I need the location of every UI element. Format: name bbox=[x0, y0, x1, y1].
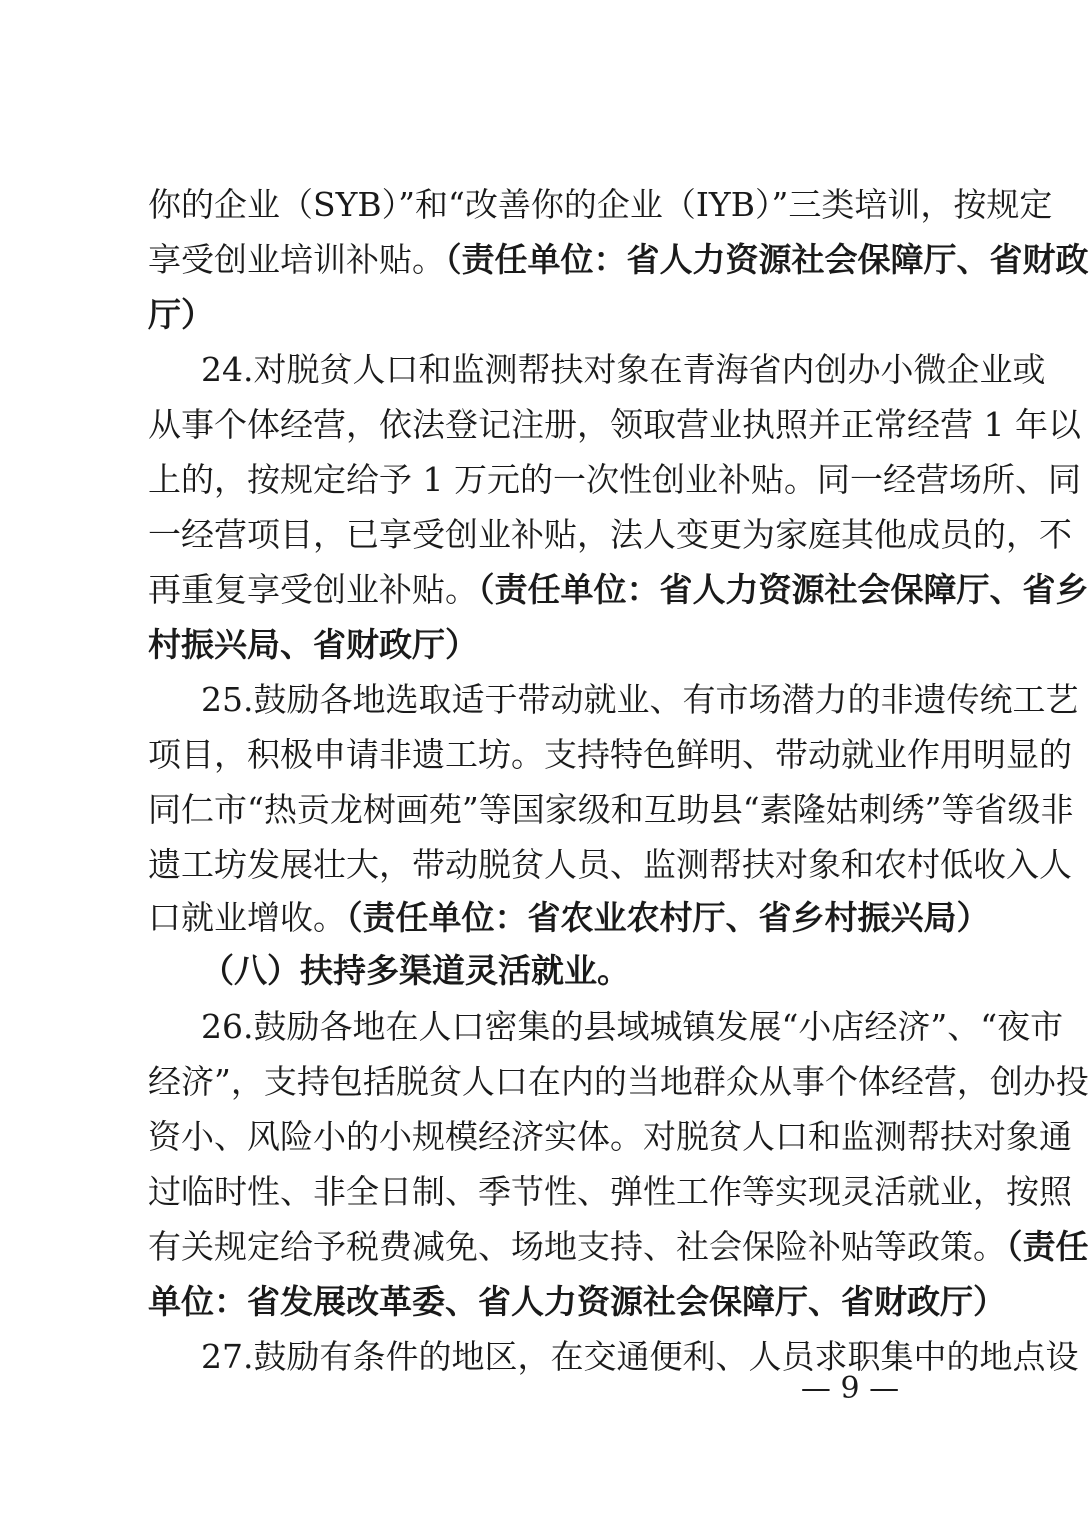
text-line: 你的企业（SYB）”和“改善你的企业（IYB）”三类培训，按规定 bbox=[148, 185, 1053, 224]
text-line: 项目，积极申请非遗工坊。支持特色鲜明、带动就业作用明显的 bbox=[148, 735, 1072, 774]
text-line: 有关规定给予税费减免、场地支持、社会保险补贴等政策。（责任 bbox=[148, 1227, 1089, 1266]
text-line: 过临时性、非全日制、季节性、弹性工作等实现灵活就业，按照 bbox=[148, 1172, 1072, 1211]
text-line: 口就业增收。（责任单位：省农业农村厅、省乡村振兴局） bbox=[148, 898, 990, 937]
section-heading: （八）扶持多渠道灵活就业。 bbox=[201, 951, 630, 990]
paragraph-24-first-line: 24.对脱贫人口和监测帮扶对象在青海省内创办小微企业或 bbox=[201, 350, 1046, 389]
text-line: 资小、风险小的小规模经济实体。对脱贫人口和监测帮扶对象通 bbox=[148, 1117, 1072, 1156]
text-line: 同仁市“热贡龙树画苑”等国家级和互助县“素隆姑刺绣”等省级非 bbox=[148, 790, 1074, 829]
text-line: 村振兴局、省财政厅） bbox=[148, 625, 478, 664]
text-line: 经济”，支持包括脱贫人口在内的当地群众从事个体经营，创办投 bbox=[148, 1062, 1089, 1101]
text-line: 再重复享受创业补贴。（责任单位：省人力资源社会保障厅、省乡 bbox=[148, 570, 1089, 609]
page-number: — 9 — bbox=[800, 1371, 900, 1406]
text-line: 享受创业培训补贴。（责任单位：省人力资源社会保障厅、省财政 bbox=[148, 240, 1089, 279]
text-line: 一经营项目，已享受创业补贴，法人变更为家庭其他成员的，不 bbox=[148, 515, 1072, 554]
paragraph-26-first-line: 26.鼓励各地在人口密集的县域城镇发展“小店经济”、“夜市 bbox=[201, 1007, 1064, 1046]
text-line: 厅） bbox=[148, 295, 214, 334]
paragraph-25-first-line: 25.鼓励各地选取适于带动就业、有市场潜力的非遗传统工艺 bbox=[201, 680, 1079, 719]
text-line: 单位：省发展改革委、省人力资源社会保障厅、省财政厅） bbox=[148, 1282, 1006, 1321]
text-line: 从事个体经营，依法登记注册，领取营业执照并正常经营 1 年以 bbox=[148, 405, 1081, 444]
text-line: 遗工坊发展壮大，带动脱贫人员、监测帮扶对象和农村低收入人 bbox=[148, 845, 1072, 884]
paragraph-27-first-line: 27.鼓励有条件的地区，在交通便利、人员求职集中的地点设 bbox=[201, 1337, 1079, 1376]
text-line: 上的，按规定给予 1 万元的一次性创业补贴。同一经营场所、同 bbox=[148, 460, 1081, 499]
